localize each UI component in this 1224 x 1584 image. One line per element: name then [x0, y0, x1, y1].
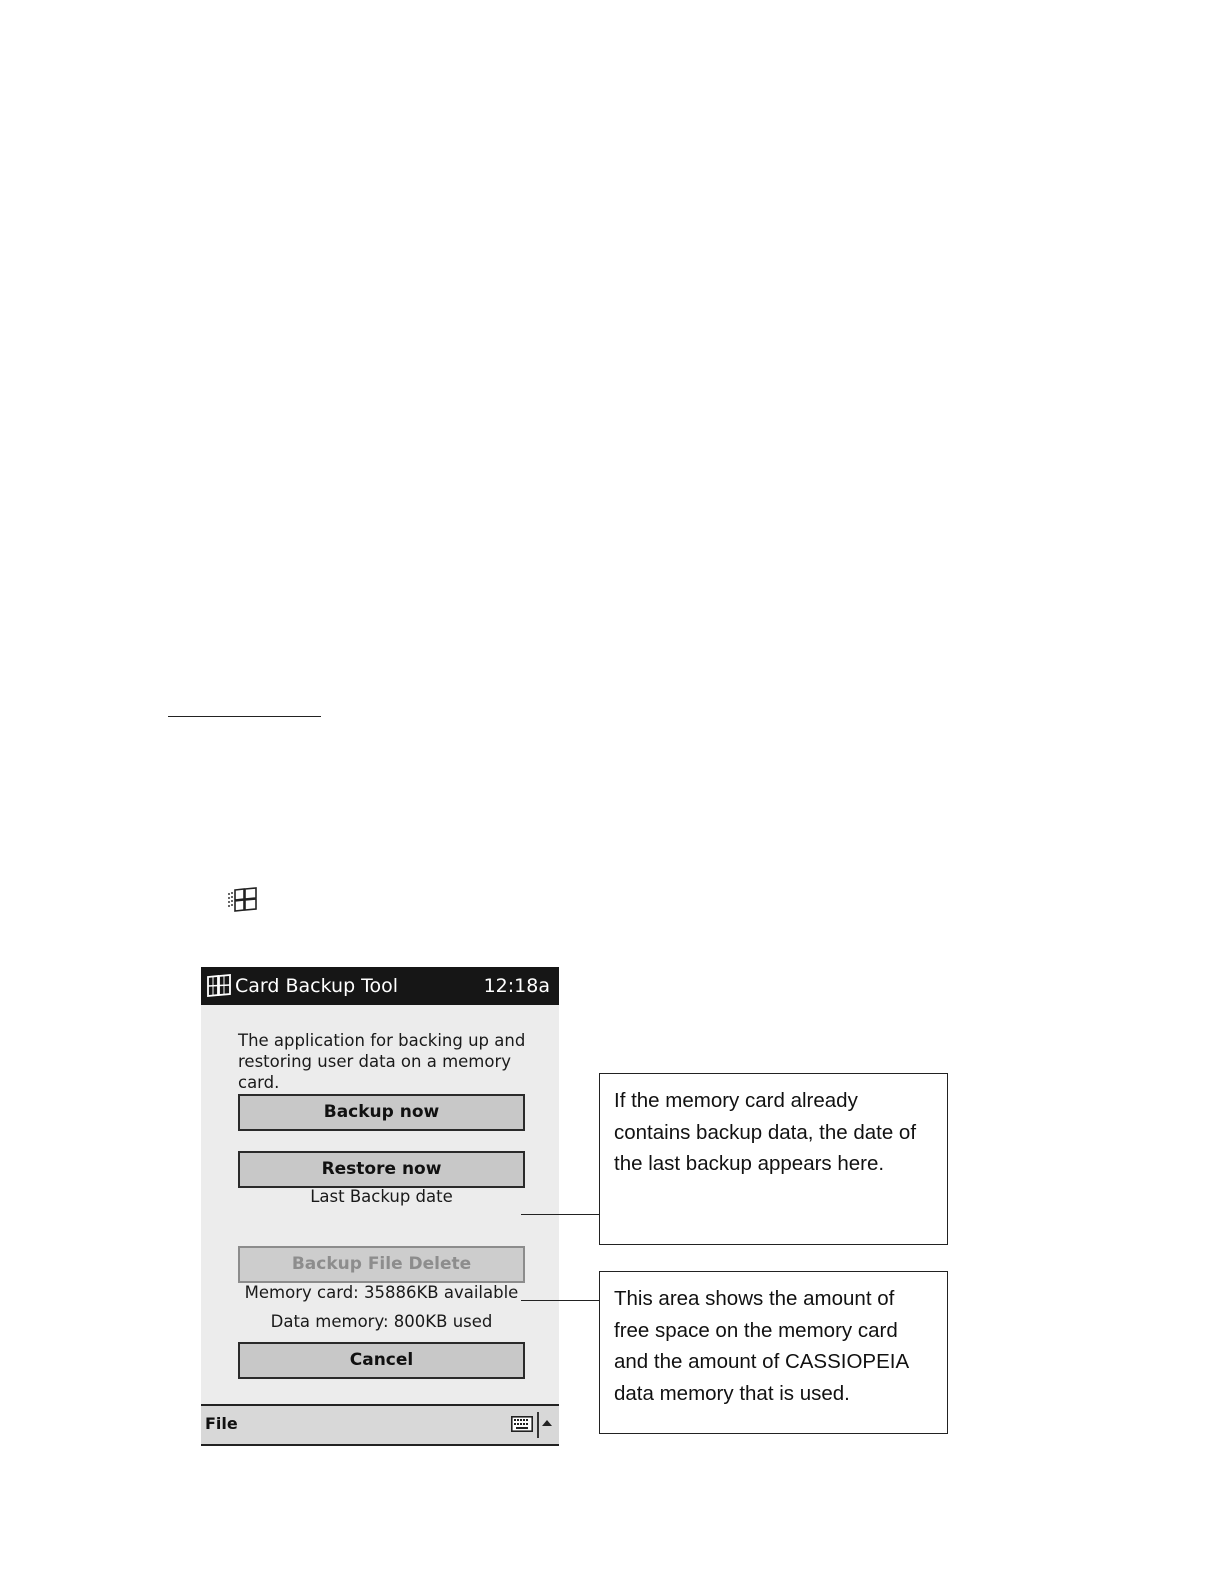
memory-card-status: Memory card: 35886KB available [244, 1283, 519, 1302]
file-menu[interactable]: File [205, 1414, 238, 1433]
menubar-separator [537, 1412, 539, 1438]
data-memory-status: Data memory: 800KB used [270, 1312, 493, 1331]
callout-leader-memory [521, 1300, 600, 1301]
windows-flag-icon[interactable] [206, 974, 232, 998]
menu-bar [201, 1404, 559, 1446]
keyboard-icon[interactable] [511, 1416, 533, 1432]
window-title: Card Backup Tool [235, 975, 399, 997]
device-screenshot [201, 967, 559, 1444]
footnote-rule [168, 716, 321, 717]
restore-now-button[interactable]: Restore now [238, 1151, 525, 1188]
windows-flag-icon [228, 887, 258, 913]
last-backup-date-label: Last Backup date [310, 1187, 453, 1206]
backup-now-button[interactable]: Backup now [238, 1094, 525, 1131]
clock[interactable]: 12:18a [483, 975, 550, 997]
triangle-up-icon[interactable] [541, 1419, 553, 1427]
callout-backup-date: If the memory card already contains backup data, the date of the last backup appears here. [599, 1073, 948, 1245]
callout-leader-backup-date [521, 1214, 600, 1215]
app-description: The application for backing up and restoring user data on a memory card. [238, 1031, 526, 1092]
callout-memory-status: This area shows the amount of free space on the memory card and the amount of CASSIOPEIA data memory that is used. [599, 1271, 948, 1434]
title-bar [201, 967, 559, 1005]
backup-file-delete-button[interactable]: Backup File Delete [238, 1246, 525, 1283]
cancel-button[interactable]: Cancel [238, 1342, 525, 1379]
